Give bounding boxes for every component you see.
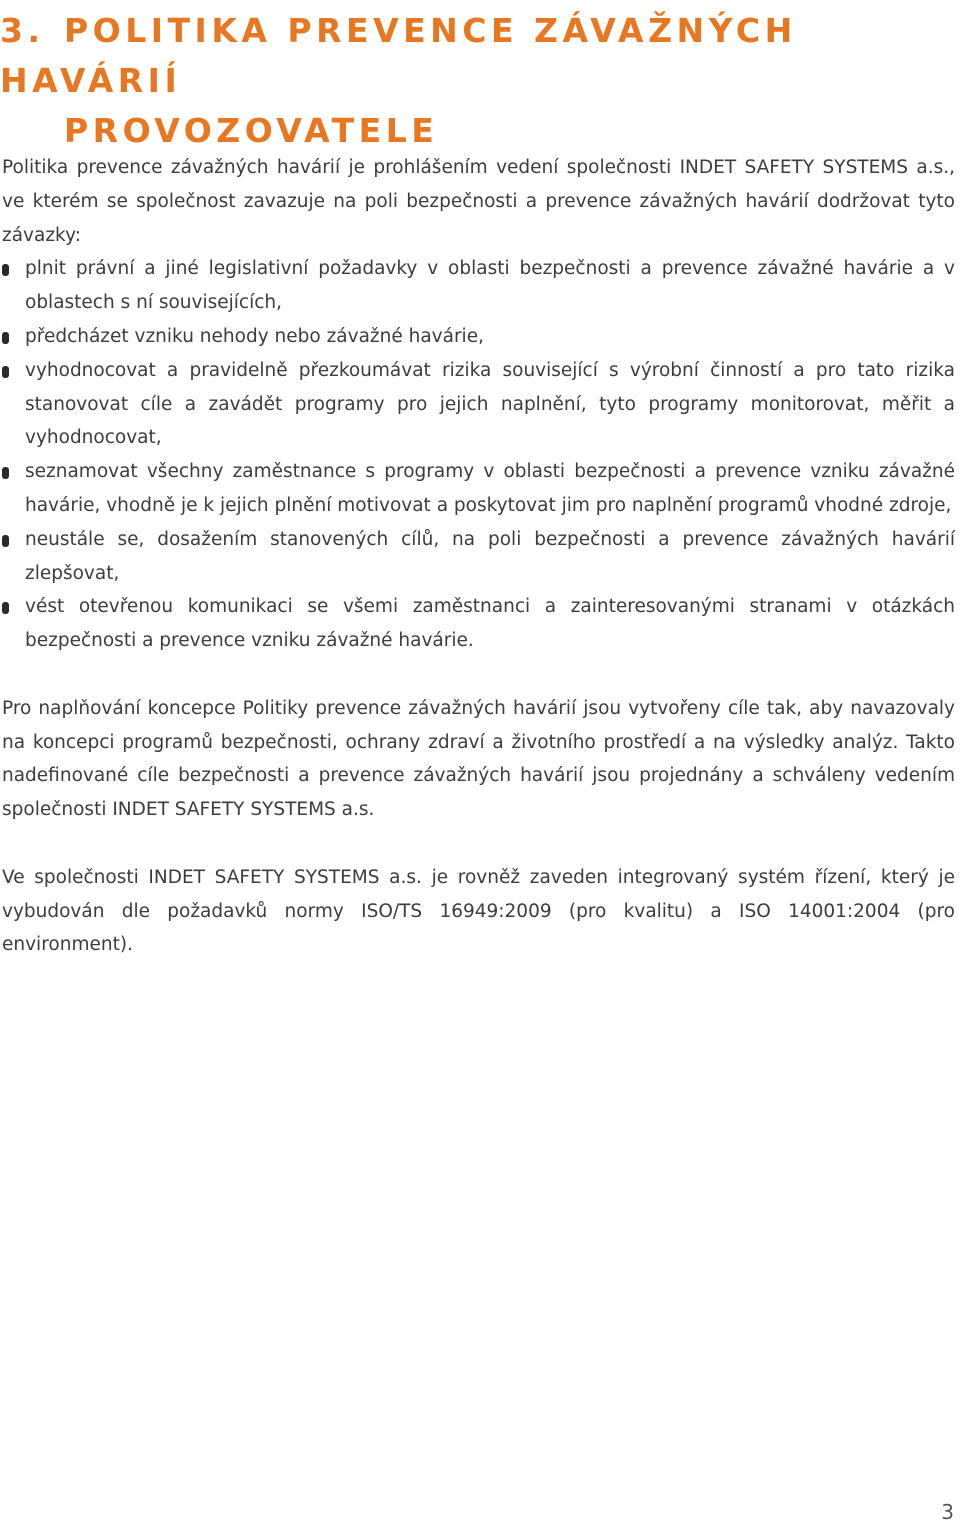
list-item	[2, 523, 955, 591]
section-number: 3.	[0, 11, 45, 50]
section-title-line-1: POLITIKA PREVENCE ZÁVAŽNÝCH HAVÁRIÍ	[0, 11, 797, 100]
page-content	[2, 151, 955, 962]
list-item	[2, 590, 955, 658]
objectives-paragraph: Pro naplňování koncepce Politiky prevence závažných havárií jsou vytvořeny cíle tak, aby navazovaly na koncepci programů bezpečnosti, ochrany zdraví a životního prostředí a na výsledky analýz. Takto nadefinované cíle bezpečnosti a prevence závažných havárií jsou projednány a schváleny vedením společnosti INDET SAFETY SYSTEMS a.s.	[2, 697, 955, 821]
list-item-text: předcházet vzniku nehody nebo závažné havárie,	[25, 325, 484, 347]
bullet-icon	[2, 366, 9, 378]
list-item	[2, 455, 955, 523]
intro-paragraph: Politika prevence závažných havárií je prohlášením vedení společnosti INDET SAFETY SYSTEMS a.s., ve kterém se společnost zavazuje na poli bezpečnosti a prevence závažných havárií dodržovat tyto závazky:	[2, 157, 955, 246]
section-title-line-2: PROVOZOVATELE	[64, 111, 439, 150]
page-number: 3	[941, 1500, 954, 1524]
list-item	[2, 320, 955, 354]
list-item	[2, 354, 955, 455]
bullet-icon	[2, 332, 9, 344]
list-item-text: vyhodnocovat a pravidelně přezkoumávat rizika související s výrobní činností a pro tato rizika stanovovat cíle a zavádět programy pro jejich naplnění, tyto programy monitorovat, měřit a vyhodnocovat,	[25, 359, 955, 449]
list-item-text: neustále se, dosažením stanovených cílů, na poli bezpečnosti a prevence závažných havárií zlepšovat,	[25, 528, 955, 584]
bullet-icon	[2, 264, 9, 276]
bullet-icon	[2, 602, 9, 614]
list-item-text: seznamovat všechny zaměstnance s programy v oblasti bezpečnosti a prevence vzniku závažné havárie, vhodně je k jejich plnění motivovat a poskytovat jim pro naplnění programů vhodné zdroje,	[25, 461, 955, 516]
management-system-paragraph: Ve společnosti INDET SAFETY SYSTEMS a.s. je rovněž zaveden integrovaný systém řízení, který je vybudován dle požadavků normy ISO/TS 16949:2009 (pro kvalitu) a ISO 14001:2004 (pro environment).	[2, 866, 955, 956]
bullet-icon	[2, 467, 9, 479]
commitments-list	[2, 252, 955, 658]
bullet-icon	[2, 535, 9, 547]
list-item-text: vést otevřenou komunikaci se všemi zaměstnanci a zainteresovanými stranami v otázkách bezpečnosti a prevence vzniku závažné havárie.	[25, 596, 955, 652]
list-item	[2, 252, 955, 320]
section-heading	[0, 6, 900, 156]
list-item-text: plnit právní a jiné legislativní požadavky v oblasti bezpečnosti a prevence závažné havárie a v oblastech s ní souvisejících,	[25, 258, 955, 314]
